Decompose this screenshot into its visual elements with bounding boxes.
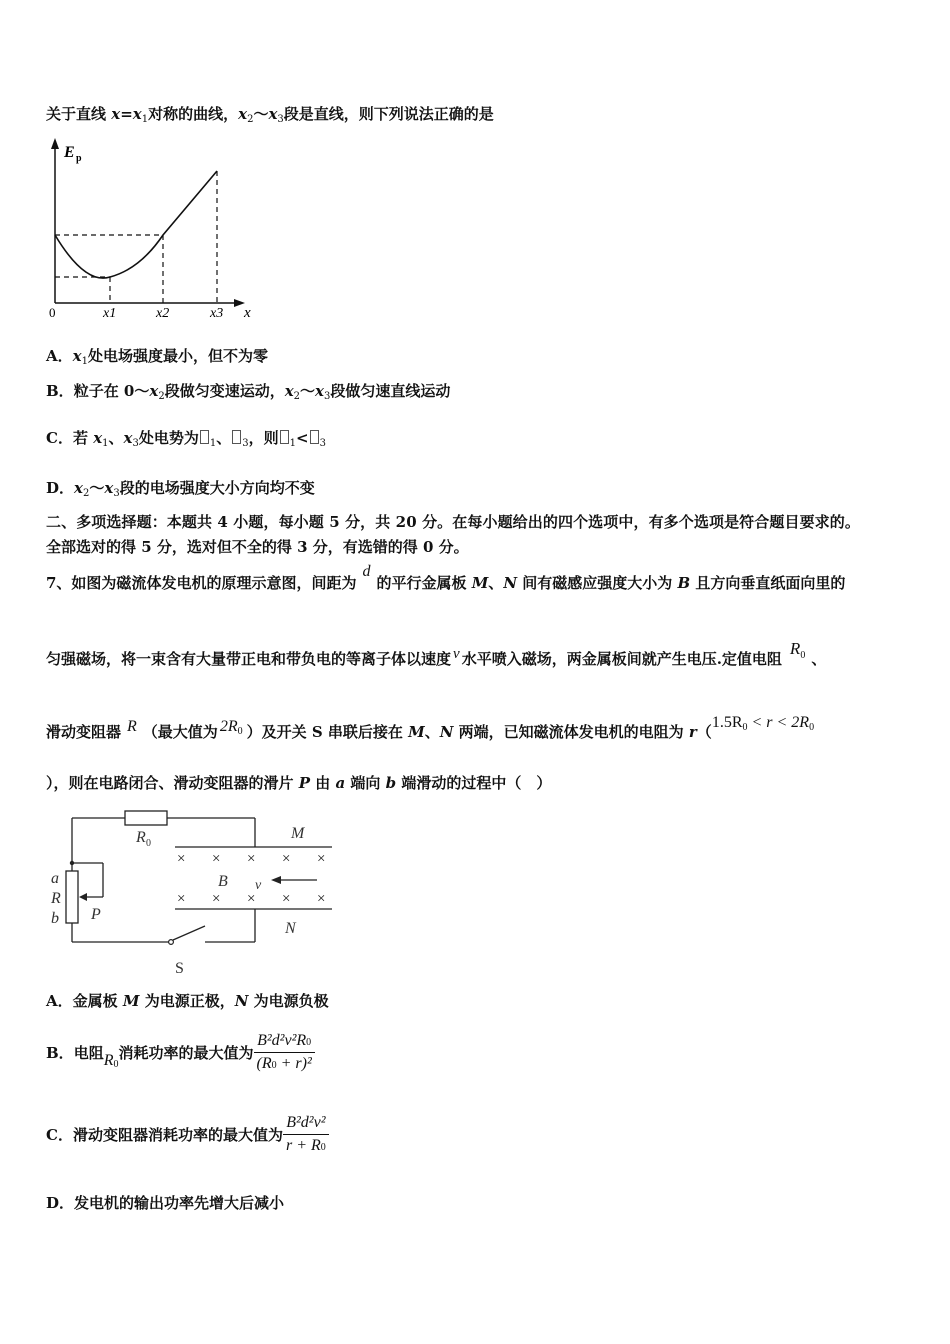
svg-text:×: × [247, 851, 256, 867]
tick-x2: x2 [156, 306, 170, 321]
origin-label: 0 [49, 305, 56, 320]
q6-option-b[interactable]: B．粒子在 $0\sim x_2$段做匀变速运动，$x_2\sim x_3$段做匀速直线运动 [46, 382, 451, 402]
q6-stem: 关于直线 $x=x_1$对称的曲线，$x_2\sim x_3$段是直线，则下列说法正确的是 [46, 105, 494, 125]
label-n: N [285, 920, 296, 937]
label-r0: R [136, 829, 146, 846]
y-axis-label: E [64, 144, 75, 161]
q7-stem-line3: 滑动变阻器 R （最大值为 $2R^0$ ）及开关 S 串联后接在 M、N 两端，已知磁流体发电机的电阻为 $r(1.5R^0 < r < 2R^0$ [46, 714, 815, 741]
q7-option-d[interactable]: D．发电机的输出功率先增大后减小 [46, 1194, 285, 1212]
label-r: R [51, 890, 61, 907]
q6-option-d[interactable]: D．$x_2\sim x_3$段的电场强度大小方向均不变 [46, 479, 315, 499]
svg-text:×: × [317, 851, 326, 867]
svg-text:0: 0 [146, 838, 151, 849]
phi-placeholder-icon [280, 430, 289, 444]
phi-placeholder-icon [310, 430, 319, 444]
potential-energy-graph [40, 135, 270, 325]
svg-text:×: × [282, 891, 291, 907]
section2-line1: 二、多项选择题：本题共 4 小题，每小题 5 分，共 20 分。在每小题给出的四个选项中，有多个选项是符合题目要求的。 [46, 513, 860, 531]
label-b: B [218, 873, 228, 890]
q7-stem-line1: 7、如图为磁流体发电机的原理示意图，间距为d的平行金属板 M、N 间有磁感应强度大小为 B 且方向垂直纸面向里的 [46, 563, 846, 592]
svg-text:×: × [247, 891, 256, 907]
phi-placeholder-icon [200, 430, 209, 444]
label-s: S [175, 960, 184, 977]
svg-text:×: × [212, 851, 221, 867]
section2-line2: 全部选对的得 5 分，选对但不全的得 3 分，有选错的得 0 分。 [46, 538, 469, 556]
q7-option-a[interactable]: A．金属板 M 为电源正极，N 为电源负极 [46, 992, 329, 1010]
energy-curve [55, 171, 217, 278]
svg-text:×: × [282, 851, 291, 867]
q6-option-c[interactable]: C．若 $x_1$、$x_3$处电势为 $_1$、 $_3$，则 $_1$< $_3$ [46, 429, 326, 449]
q6-option-a[interactable]: A．$x_1$处电场强度最小，但不为零 [46, 347, 268, 367]
q7-stem-line2: 匀强磁场，将一束含有大量带正电和带负电的等离子体以速度 v 水平喷入磁场，两金属板间就产生电压.定值电阻$R^0$ 、 [46, 639, 827, 668]
svg-text:×: × [177, 851, 186, 867]
label-p: P [91, 906, 101, 923]
label-v: v [255, 878, 262, 893]
q7-stem-line4: ），则在电路闭合、滑动变阻器的滑片 P 由 a 端向 b 端滑动的过程中（ ） [46, 774, 552, 792]
tick-x1: x1 [103, 306, 117, 321]
tick-x3: x3 [210, 306, 224, 321]
label-a: a [51, 870, 59, 887]
svg-text:×: × [317, 891, 326, 907]
q7-option-c[interactable]: C． 滑动变阻器消耗功率的最大值为 $\frac{\text{B²d²v²}}{r + R0}$ [46, 1107, 329, 1162]
q7-option-b[interactable]: B． 电阻 R 0 消耗功率的最大值为 $\frac{\text{B²d²v²R0}}{\text{(R0 + r)²}}$ [46, 1025, 315, 1080]
label-m: M [291, 825, 305, 842]
fraction-rheostat-power: $\frac{\text{B²d²v²}}{r + R0}$ [283, 1114, 329, 1155]
fraction-r0-power: $\frac{\text{B²d²v²R0}}{\text{(R0 + r)²}}$ [254, 1032, 315, 1073]
phi-placeholder-icon [232, 430, 241, 444]
x-axis-label: x [244, 305, 251, 321]
mhd-generator-circuit [45, 805, 345, 980]
y-axis-sub: p [76, 153, 82, 164]
label-b-end: b [51, 910, 59, 927]
svg-text:×: × [177, 891, 186, 907]
svg-text:×: × [212, 891, 221, 907]
